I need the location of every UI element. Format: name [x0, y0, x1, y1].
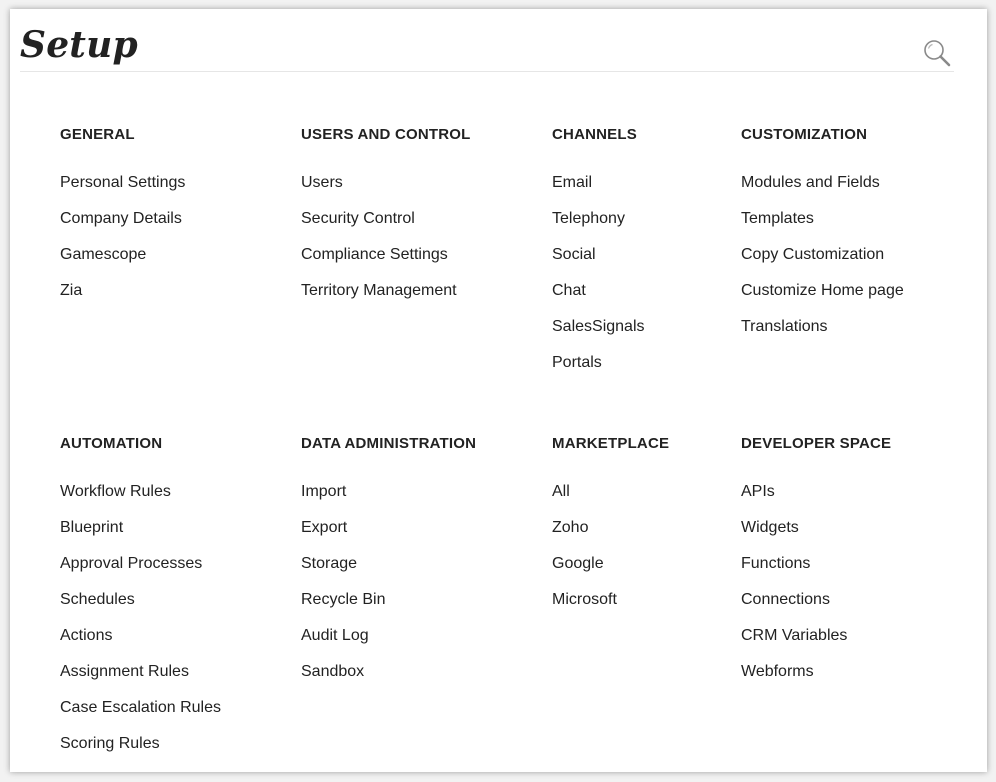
section-users-and-control: [301, 126, 471, 318]
setup-link-territory-management[interactable]: Territory Management: [301, 282, 457, 299]
setup-link-company-details[interactable]: Company Details: [60, 210, 182, 227]
setup-link-audit-log[interactable]: Audit Log: [301, 627, 369, 644]
search-icon: [922, 38, 952, 68]
setup-link-security-control[interactable]: Security Control: [301, 210, 415, 227]
setup-link-salessignals[interactable]: SalesSignals: [552, 318, 645, 335]
page-title: Setup: [20, 24, 138, 66]
setup-link-social[interactable]: Social: [552, 246, 596, 263]
section-title: DATA ADMINISTRATION: [301, 435, 477, 452]
setup-link-chat[interactable]: Chat: [552, 282, 586, 299]
setup-link-scoring-rules[interactable]: Scoring Rules: [60, 735, 160, 752]
section-items: [552, 174, 645, 390]
setup-panel: [10, 9, 987, 772]
setup-link-email[interactable]: Email: [552, 174, 593, 191]
setup-link-functions[interactable]: Functions: [741, 555, 811, 572]
setup-link-telephony[interactable]: Telephony: [552, 210, 625, 227]
section-title: GENERAL: [60, 126, 135, 143]
section-data-administration: [301, 435, 476, 699]
setup-link-all[interactable]: All: [552, 483, 570, 500]
section-items: [301, 174, 471, 318]
section-general: [60, 126, 185, 318]
setup-link-assignment-rules[interactable]: Assignment Rules: [60, 663, 189, 680]
setup-link-import[interactable]: Import: [301, 483, 347, 500]
setup-link-templates[interactable]: Templates: [741, 210, 814, 227]
search-button[interactable]: [922, 38, 952, 68]
setup-link-storage[interactable]: Storage: [301, 555, 358, 572]
setup-link-modules-and-fields[interactable]: Modules and Fields: [741, 174, 880, 191]
setup-link-apis[interactable]: APIs: [741, 483, 775, 500]
section-items: [552, 483, 669, 627]
section-marketplace: [552, 435, 669, 627]
section-title: MARKETPLACE: [552, 435, 670, 452]
setup-link-compliance-settings[interactable]: Compliance Settings: [301, 246, 448, 263]
setup-link-approval-processes[interactable]: Approval Processes: [60, 555, 203, 572]
setup-link-sandbox[interactable]: Sandbox: [301, 663, 365, 680]
setup-link-recycle-bin[interactable]: Recycle Bin: [301, 591, 386, 608]
setup-link-connections[interactable]: Connections: [741, 591, 830, 608]
section-items: [301, 483, 476, 699]
setup-link-actions[interactable]: Actions: [60, 627, 113, 644]
setup-link-widgets[interactable]: Widgets: [741, 519, 799, 536]
setup-link-copy-customization[interactable]: Copy Customization: [741, 246, 885, 263]
setup-link-blueprint[interactable]: Blueprint: [60, 519, 124, 536]
setup-link-export[interactable]: Export: [301, 519, 348, 536]
setup-link-webforms[interactable]: Webforms: [741, 663, 814, 680]
section-items: [741, 483, 891, 699]
section-title: USERS AND CONTROL: [301, 126, 471, 143]
setup-link-google[interactable]: Google: [552, 555, 604, 572]
setup-link-portals[interactable]: Portals: [552, 354, 602, 371]
setup-link-zia[interactable]: Zia: [60, 282, 83, 299]
section-items: [741, 174, 904, 354]
setup-link-gamescope[interactable]: Gamescope: [60, 246, 147, 263]
setup-link-translations[interactable]: Translations: [741, 318, 828, 335]
section-developer-space: [741, 435, 891, 699]
section-channels: [552, 126, 645, 390]
setup-link-zoho[interactable]: Zoho: [552, 519, 589, 536]
setup-link-crm-variables[interactable]: CRM Variables: [741, 627, 848, 644]
section-items: [60, 174, 185, 318]
section-title: CUSTOMIZATION: [741, 126, 868, 143]
section-title: AUTOMATION: [60, 435, 163, 452]
section-title: CHANNELS: [552, 126, 637, 143]
section-automation: [60, 435, 221, 771]
section-items: [60, 483, 221, 771]
section-title: DEVELOPER SPACE: [741, 435, 892, 452]
section-customization: [741, 126, 904, 354]
setup-link-users[interactable]: Users: [301, 174, 343, 191]
header-divider: [20, 71, 954, 72]
setup-link-case-escalation-rules[interactable]: Case Escalation Rules: [60, 699, 221, 716]
setup-link-schedules[interactable]: Schedules: [60, 591, 135, 608]
setup-link-microsoft[interactable]: Microsoft: [552, 591, 617, 608]
setup-link-workflow-rules[interactable]: Workflow Rules: [60, 483, 171, 500]
setup-link-personal-settings[interactable]: Personal Settings: [60, 174, 186, 191]
setup-link-customize-home-page[interactable]: Customize Home page: [741, 282, 904, 299]
